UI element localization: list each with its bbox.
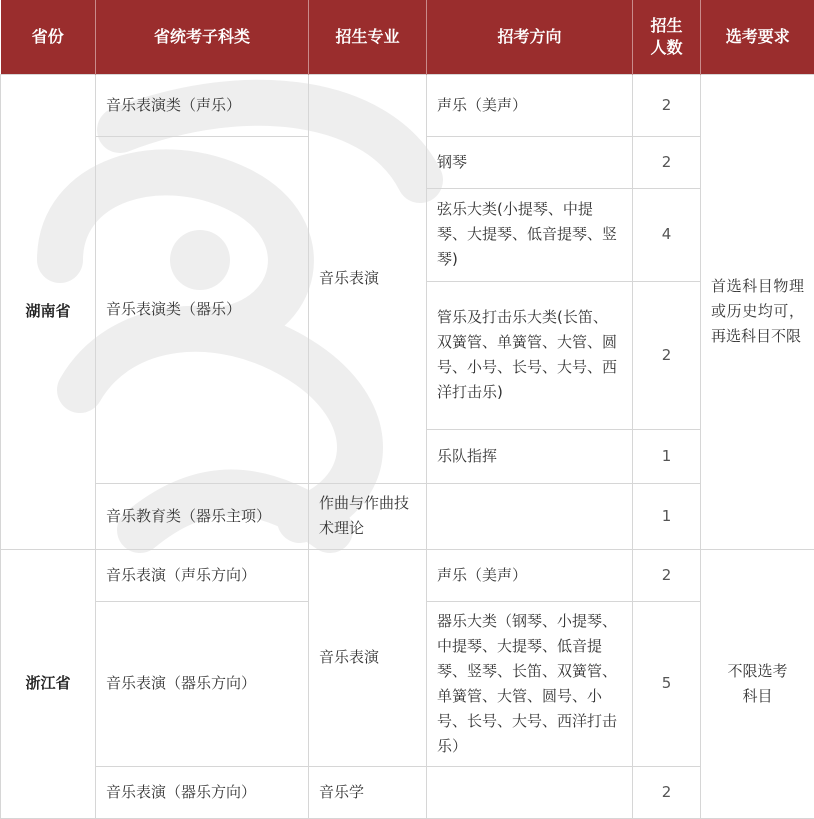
- category-cell: 音乐教育类（器乐主项）: [96, 483, 309, 549]
- direction-cell: 乐队指挥: [427, 429, 633, 483]
- header-major: 招生专业: [309, 0, 427, 74]
- header-count: [633, 0, 701, 74]
- count-cell: 1: [633, 429, 701, 483]
- header-direction: 招考方向: [427, 0, 633, 74]
- direction-cell: 声乐（美声）: [427, 549, 633, 601]
- count-cell: 2: [633, 549, 701, 601]
- direction-cell: [427, 483, 633, 549]
- header-category: 省统考子科类: [96, 0, 309, 74]
- direction-cell: 弦乐大类(小提琴、中提琴、大提琴、低音提琴、竖琴): [427, 188, 633, 281]
- table-row: [1, 766, 814, 818]
- count-cell: 2: [633, 281, 701, 429]
- header-count-label: 招生人数: [650, 16, 682, 57]
- count-cell: 2: [633, 136, 701, 188]
- direction-cell: 器乐大类（钢琴、小提琴、中提琴、大提琴、低音提琴、竖琴、长笛、双簧管、单簧管、大管、圆号、小号、长号、大号、西洋打击乐）: [427, 601, 633, 766]
- major-cell: 音乐表演: [309, 549, 427, 766]
- direction-cell: 管乐及打击乐大类(长笛、双簧管、单簧管、大管、圆号、小号、长号、大号、西洋打击乐): [427, 281, 633, 429]
- header-province: 省份: [1, 0, 96, 74]
- province-cell: 浙江省: [1, 549, 96, 818]
- category-cell: 音乐表演（器乐方向）: [96, 601, 309, 766]
- table-row: [1, 483, 814, 549]
- count-cell: 2: [633, 74, 701, 136]
- header-requirement: 选考要求: [701, 0, 814, 74]
- major-cell: 音乐学: [309, 766, 427, 818]
- requirement-cell: 不限选考科目: [701, 549, 814, 818]
- table-row: [1, 74, 814, 136]
- direction-cell: 声乐（美声）: [427, 74, 633, 136]
- requirement-cell: 首选科目物理或历史均可，再选科目不限: [701, 74, 814, 549]
- major-cell: 作曲与作曲技术理论: [309, 483, 427, 549]
- count-cell: 2: [633, 766, 701, 818]
- table-row: [1, 549, 814, 601]
- category-cell: 音乐表演（器乐方向）: [96, 766, 309, 818]
- count-cell: 4: [633, 188, 701, 281]
- major-cell: 音乐表演: [309, 74, 427, 483]
- direction-cell: [427, 766, 633, 818]
- province-cell: 湖南省: [1, 74, 96, 549]
- header-row: [1, 0, 814, 74]
- count-cell: 1: [633, 483, 701, 549]
- category-cell: 音乐表演（声乐方向）: [96, 549, 309, 601]
- category-cell: 音乐表演类（声乐）: [96, 74, 309, 136]
- count-cell: 5: [633, 601, 701, 766]
- category-cell: 音乐表演类（器乐）: [96, 136, 309, 483]
- direction-cell: 钢琴: [427, 136, 633, 188]
